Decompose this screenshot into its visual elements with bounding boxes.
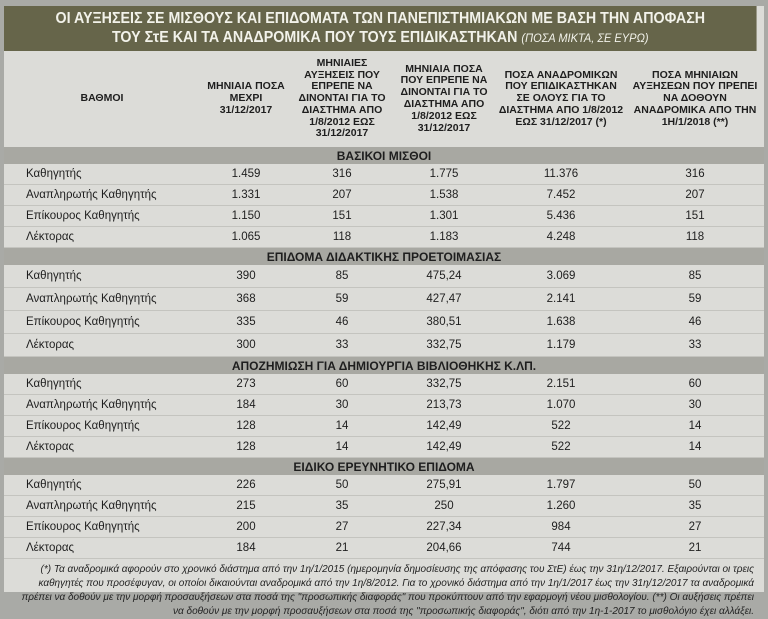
value-cell: 1.797 [496,475,626,496]
value-cell: 226 [200,475,292,496]
value-cell: 2.141 [496,288,626,311]
value-cell: 1.301 [392,206,496,227]
column-header: ΜΗΝΙΑΙΑ ΠΟΣΑ ΠΟΥ ΕΠΡΕΠΕ ΝΑ ΔΙΝΟΝΤΑΙ ΓΙΑ ΤΟ ΔΙΑΣΤΗΜΑ ΑΠΟ 1/8/2012 ΕΩΣ 31/12/2017 [400,62,488,134]
rank-cell: Λέκτορας [4,334,200,357]
value-cell: 59 [292,288,392,311]
value-cell: 2.151 [496,374,626,395]
value-cell: 1.331 [200,185,292,206]
value-cell: 316 [292,164,392,185]
value-cell: 14 [626,437,764,458]
value-cell: 207 [292,185,392,206]
value-cell: 275,91 [392,475,496,496]
rank-cell: Αναπληρωτής Καθηγητής [4,185,200,206]
value-cell: 522 [496,437,626,458]
section-title: ΕΠΙΔΟΜΑ ΔΙΔΑΚΤΙΚΗΣ ΠΡΟΕΤΟΙΜΑΣΙΑΣ [4,248,764,266]
table-row [4,334,764,357]
value-cell: 522 [496,416,626,437]
value-cell: 204,66 [392,538,496,559]
table-row [4,538,764,559]
value-cell: 85 [626,265,764,288]
table-row [4,496,764,517]
section-header [4,357,764,375]
article-table [4,6,764,617]
value-cell: 1.538 [392,185,496,206]
table-row [4,288,764,311]
value-cell: 14 [292,416,392,437]
value-cell: 33 [292,334,392,357]
section-header [4,248,764,266]
rank-cell: Καθηγητής [4,265,200,288]
column-header: ΜΗΝΙΑΙΑ ΠΟΣΑ ΜΕΧΡΙ 31/12/2017 [207,80,285,116]
value-cell: 11.376 [496,164,626,185]
table-row [4,311,764,334]
value-cell: 128 [200,416,292,437]
value-cell: 332,75 [392,374,496,395]
value-cell: 151 [626,206,764,227]
table-row [4,437,764,458]
table-row [4,164,764,185]
value-cell: 60 [626,374,764,395]
table-row [4,185,764,206]
value-cell: 27 [626,517,764,538]
value-cell: 316 [626,164,764,185]
value-cell: 184 [200,538,292,559]
table-row [4,475,764,496]
rank-cell: Αναπληρωτής Καθηγητής [4,288,200,311]
value-cell: 14 [292,437,392,458]
value-cell: 475,24 [392,265,496,288]
value-cell: 142,49 [392,437,496,458]
rank-cell: Αναπληρωτής Καθηγητής [4,395,200,416]
value-cell: 142,49 [392,416,496,437]
value-cell: 3.069 [496,265,626,288]
column-header: ΠΟΣΑ ΑΝΑΔΡΟΜΙΚΩΝ ΠΟΥ ΕΠΙΔΙΚΑΣΤΗΚΑΝ ΣΕ ΟΛΟΥΣ ΓΙΑ ΤΟ ΔΙΑΣΤΗΜΑ ΑΠΟ 1/8/2012 ΕΩΣ 31/12/2017 (*) [498,68,624,128]
value-cell: 46 [292,311,392,334]
value-cell: 1.183 [392,227,496,248]
value-cell: 7.452 [496,185,626,206]
value-cell: 50 [292,475,392,496]
value-cell: 273 [200,374,292,395]
value-cell: 1.638 [496,311,626,334]
value-cell: 184 [200,395,292,416]
value-cell: 30 [626,395,764,416]
column-header: ΜΗΝΙΑΙΕΣ ΑΥΞΗΣΕΙΣ ΠΟΥ ΕΠΡΕΠΕ ΝΑ ΔΙΝΟΝΤΑΙ ΓΙΑ ΤΟ ΔΙΑΣΤΗΜΑ ΑΠΟ 1/8/2012 ΕΩΣ 31/12/2017 [298,56,386,140]
table-row [4,374,764,395]
section-title: ΒΑΣΙΚΟΙ ΜΙΣΘΟΙ [4,147,764,164]
rank-cell: Καθηγητής [4,164,200,185]
rank-cell: Επίκουρος Καθηγητής [4,416,200,437]
value-cell: 27 [292,517,392,538]
salary-table [4,51,764,559]
value-cell: 427,47 [392,288,496,311]
rank-cell: Επίκουρος Καθηγητής [4,517,200,538]
value-cell: 744 [496,538,626,559]
value-cell: 151 [292,206,392,227]
value-cell: 984 [496,517,626,538]
value-cell: 5.436 [496,206,626,227]
rank-cell: Λέκτορας [4,437,200,458]
table-title [4,6,757,51]
table-row [4,416,764,437]
rank-cell: Καθηγητής [4,475,200,496]
value-cell: 128 [200,437,292,458]
value-cell: 46 [626,311,764,334]
value-cell: 35 [626,496,764,517]
value-cell: 4.248 [496,227,626,248]
rank-cell: Αναπληρωτής Καθηγητής [4,496,200,517]
table-row [4,265,764,288]
value-cell: 1.459 [200,164,292,185]
value-cell: 50 [626,475,764,496]
rank-cell: Επίκουρος Καθηγητής [4,206,200,227]
value-cell: 21 [292,538,392,559]
value-cell: 35 [292,496,392,517]
value-cell: 332,75 [392,334,496,357]
value-cell: 33 [626,334,764,357]
section-title: ΕΙΔΙΚΟ ΕΡΕΥΝΗΤΙΚΟ ΕΠΙΔΟΜΑ [4,458,764,476]
value-cell: 1.775 [392,164,496,185]
value-cell: 118 [626,227,764,248]
value-cell: 250 [392,496,496,517]
rank-cell: Λέκτορας [4,538,200,559]
value-cell: 213,73 [392,395,496,416]
title-line-2: ΤΟΥ ΣτΕ ΚΑΙ ΤΑ ΑΝΑΔΡΟΜΙΚΑ ΠΟΥ ΤΟΥΣ ΕΠΙΔΙΚΑΣΤΗΚΑΝ [111,29,518,46]
column-header: ΒΑΘΜΟΙ [80,92,124,105]
value-cell: 390 [200,265,292,288]
value-cell: 85 [292,265,392,288]
footnote: (*) Τα αναδρομικά αφορούν στο χρονικό διάστημα από την 1η/1/2015 (ημερομηνία δημοσίευσης της απόφασης του ΣτΕ) έως την 31η/12/2017. Εξαιρούνται οι τρεις καθηγητές που προσέφυγαν, οι οποίοι δικαιούνται αναδρομικά από την 1η/8/2012. Για το χρονικό διάστημα από την 1η/1/2017 έως την 31η/12/2017 τα αναδρομικά πρέπει να δοθούν με την μορφή προσαυξήσεων στα ποσά της "προσωπικής διαφοράς" που προκύπτουν από την εφαρμογή νέου μισθολογίου. (**) Οι αυξήσεις πρέπει να δοθούν με την μορφή προσαυξήσεων στα ποσά της "προσωπικής διαφοράς", διότι από την 1η-1-2017 το μισθολόγιο έχει αλλάξει. [21,564,754,617]
value-cell: 380,51 [392,311,496,334]
value-cell: 1.065 [200,227,292,248]
value-cell: 1.150 [200,206,292,227]
rank-cell: Καθηγητής [4,374,200,395]
section-title: ΑΠΟΖΗΜΙΩΣΗ ΓΙΑ ΔΗΜΙΟΥΡΓΙΑ ΒΙΒΛΙΟΘΗΚΗΣ Κ.ΛΠ. [4,357,764,375]
value-cell: 200 [200,517,292,538]
value-cell: 14 [626,416,764,437]
value-cell: 215 [200,496,292,517]
section-header [4,147,764,164]
value-cell: 300 [200,334,292,357]
value-cell: 207 [626,185,764,206]
table-row [4,395,764,416]
table-row [4,227,764,248]
table-row [4,206,764,227]
title-line-1: ΟΙ ΑΥΞΗΣΕΙΣ ΣΕ ΜΙΣΘΟΥΣ ΚΑΙ ΕΠΙΔΟΜΑΤΑ ΤΩΝ ΠΑΝΕΠΙΣΤΗΜΙΑΚΩΝ ΜΕ ΒΑΣΗ ΤΗΝ ΑΠΟΦΑΣΗ [55,10,706,27]
title-subtitle: (ΠΟΣΑ ΜΙΚΤΑ, ΣΕ ΕΥΡΩ) [521,31,649,45]
header-row [4,51,764,147]
value-cell: 368 [200,288,292,311]
value-cell: 60 [292,374,392,395]
value-cell: 1.179 [496,334,626,357]
value-cell: 30 [292,395,392,416]
value-cell: 1.260 [496,496,626,517]
value-cell: 21 [626,538,764,559]
table-row [4,517,764,538]
value-cell: 1.070 [496,395,626,416]
value-cell: 227,34 [392,517,496,538]
value-cell: 118 [292,227,392,248]
value-cell: 59 [626,288,764,311]
column-header: ΠΟΣΑ ΜΗΝΙΑΙΩΝ ΑΥΞΗΣΕΩΝ ΠΟΥ ΠΡΕΠΕΙ ΝΑ ΔΟΘΟΥΝ ΑΝΑΔΡΟΜΙΚΑ ΑΠΟ ΤΗΝ 1Η/1/2018 (**) [632,68,758,128]
rank-cell: Επίκουρος Καθηγητής [4,311,200,334]
value-cell: 335 [200,311,292,334]
section-header [4,458,764,476]
rank-cell: Λέκτορας [4,227,200,248]
